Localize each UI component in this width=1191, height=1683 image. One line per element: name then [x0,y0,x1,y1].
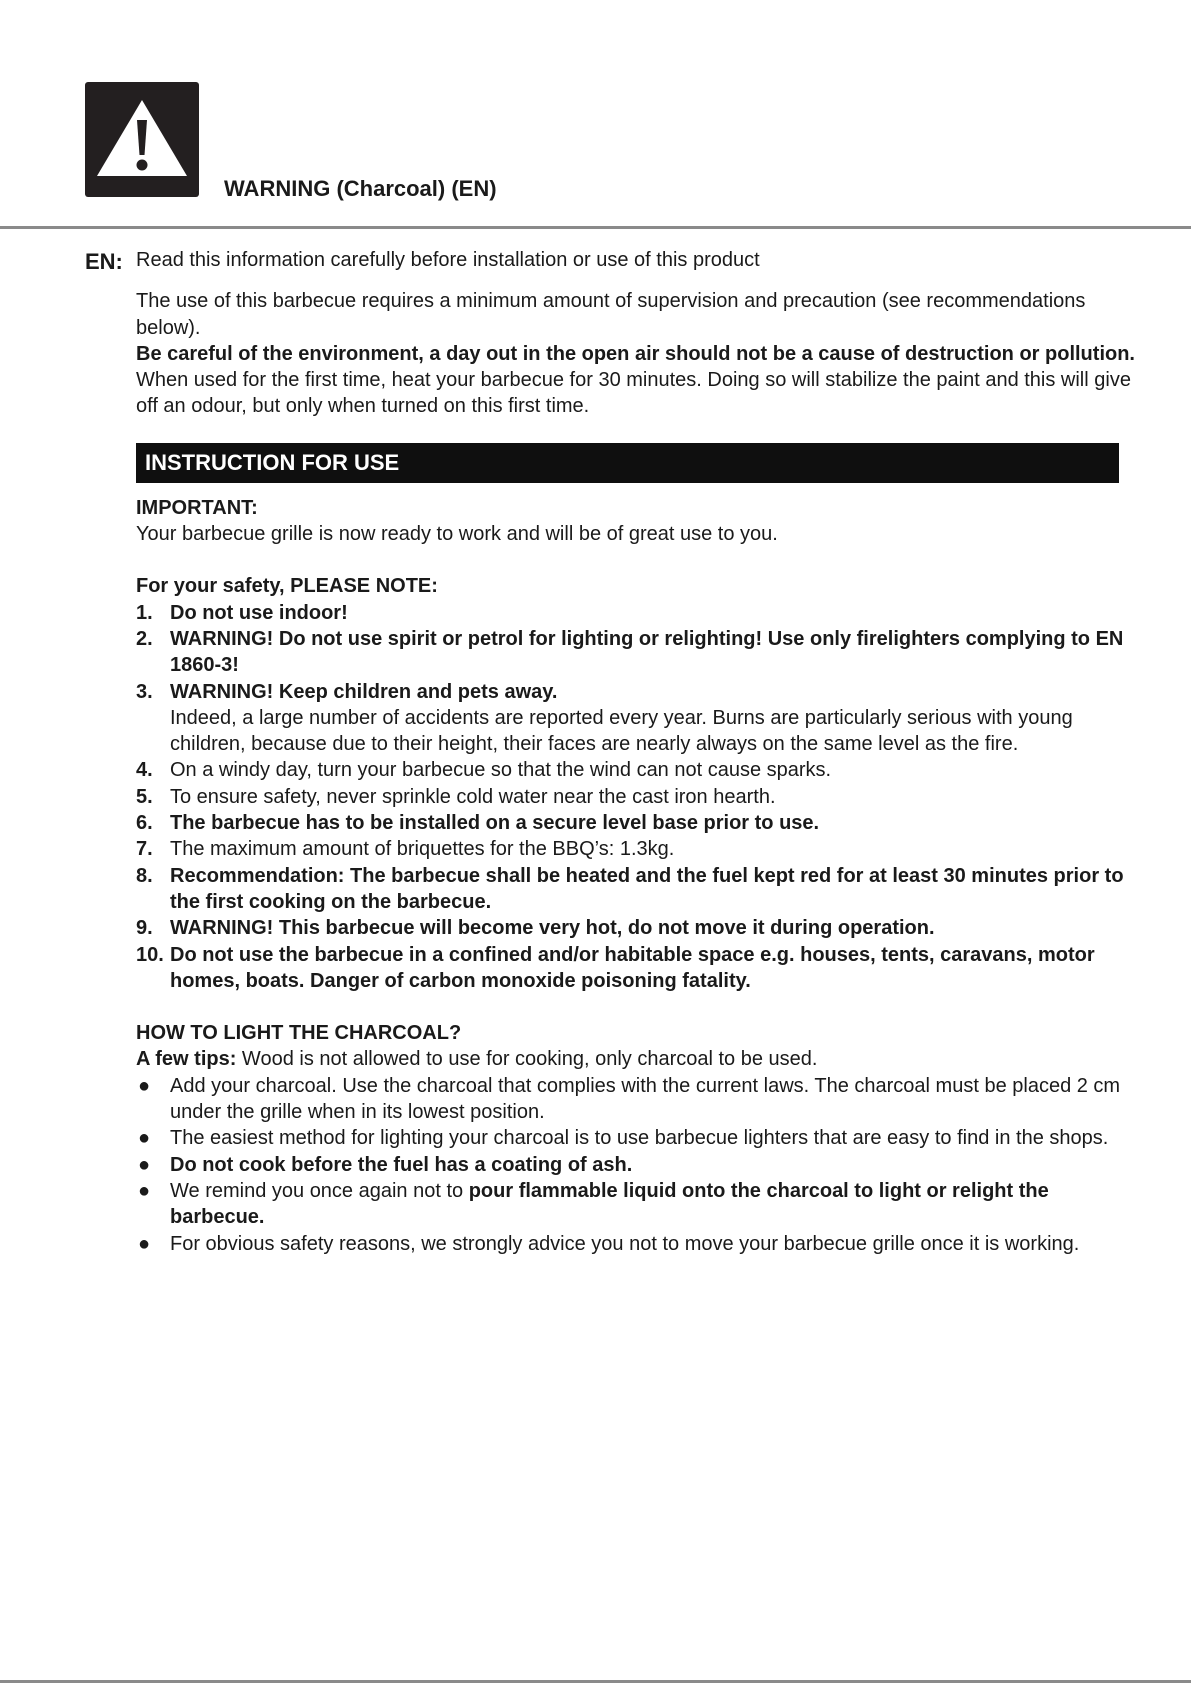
list-item: ● Do not cook before the fuel has a coating of ash. [136,1152,1136,1178]
list-item: 1. Do not use indoor! [136,601,348,624]
list-item: 6. The barbecue has to be installed on a secure level base prior to use. [136,812,820,835]
tips-list [136,1073,1136,1257]
bullet-icon: ● [138,1179,151,1202]
list-item: ● For obvious safety reasons, we strongly advice you not to move your barbecue grille once it is working. [136,1231,1136,1257]
list-item: 5. To ensure safety, never sprinkle cold water near the cast iron hearth. [136,785,776,808]
page-title: WARNING (Charcoal) (EN) [224,176,497,201]
list-item: ● We remind you once again not to pour flammable liquid onto the charcoal to light or relight the barbecue. [138,1179,1049,1229]
bullet-icon: ● [138,1153,151,1176]
safety-list [136,600,1136,994]
list-item: 7. The maximum amount of briquettes for the BBQ’s: 1.3kg. [136,838,675,861]
intro-part2: When used for the first time, heat your barbecue for 30 minutes. Doing so will stabilize the paint and this will give off an odour, but only when turned on this first time. [136,369,1131,418]
list-item: 3. WARNING! Keep children and pets away. Indeed, a large number of accidents are reported every year. Burns are particularly serious with young children, because due to their height, their faces are nearly always on the same level as the fire. [136,680,1073,756]
list-item: 9. WARNING! This barbecue will become very hot, do not move it during operation. [136,917,935,940]
intro-paragraph [136,288,1136,419]
document-body [136,247,1136,1257]
header-divider [0,226,1191,229]
intro-bold: Be careful of the environment, a day out in the open air should not be a cause of destruction or pollution. [136,342,1135,365]
list-item: 10. Do not use the barbecue in a confined and/or habitable space e.g. houses, tents, caravans, motor homes, boats. Danger of carbon monoxide poisoning fatality. [136,943,1095,992]
important-text: Your barbecue grille is now ready to work and will be of great use to you. [136,523,778,546]
language-code: EN: [85,249,123,274]
bullet-icon: ● [138,1232,151,1255]
tips-line: A few tips: Wood is not allowed to use for cooking, only charcoal to be used. [136,1048,818,1071]
intro-part1: The use of this barbecue requires a minimum amount of supervision and precaution (see recommendations below). [136,290,1086,339]
list-item: 2. WARNING! Do not use spirit or petrol for lighting or relighting! Use only firelighters complying to EN 1860-3! [136,627,1124,677]
important-label: IMPORTANT: [136,496,258,519]
warning-triangle-icon [85,82,199,197]
safety-heading: For your safety, PLEASE NOTE: [136,575,438,598]
list-item: 4. On a windy day, turn your barbecue so that the wind can not cause sparks. [136,759,832,782]
bullet-icon: ● [138,1074,151,1097]
list-item: ● The easiest method for lighting your charcoal is to use barbecue lighters that are easy to find in the shops. [136,1125,1136,1151]
list-item: 8. Recommendation: The barbecue shall be heated and the fuel kept red for at least 30 minutes prior to the first cooking on the barbecue. [136,864,1124,913]
bullet-icon: ● [138,1127,151,1150]
lead-text: Read this information carefully before installation or use of this product [136,249,760,271]
charcoal-heading: HOW TO LIGHT THE CHARCOAL? [136,1022,462,1045]
list-item: ● Add your charcoal. Use the charcoal that complies with the current laws. The charcoal must be placed 2 cm under the grille when in its lowest position. [138,1074,1121,1124]
section-title-bar: INSTRUCTION FOR USE [136,443,1119,483]
